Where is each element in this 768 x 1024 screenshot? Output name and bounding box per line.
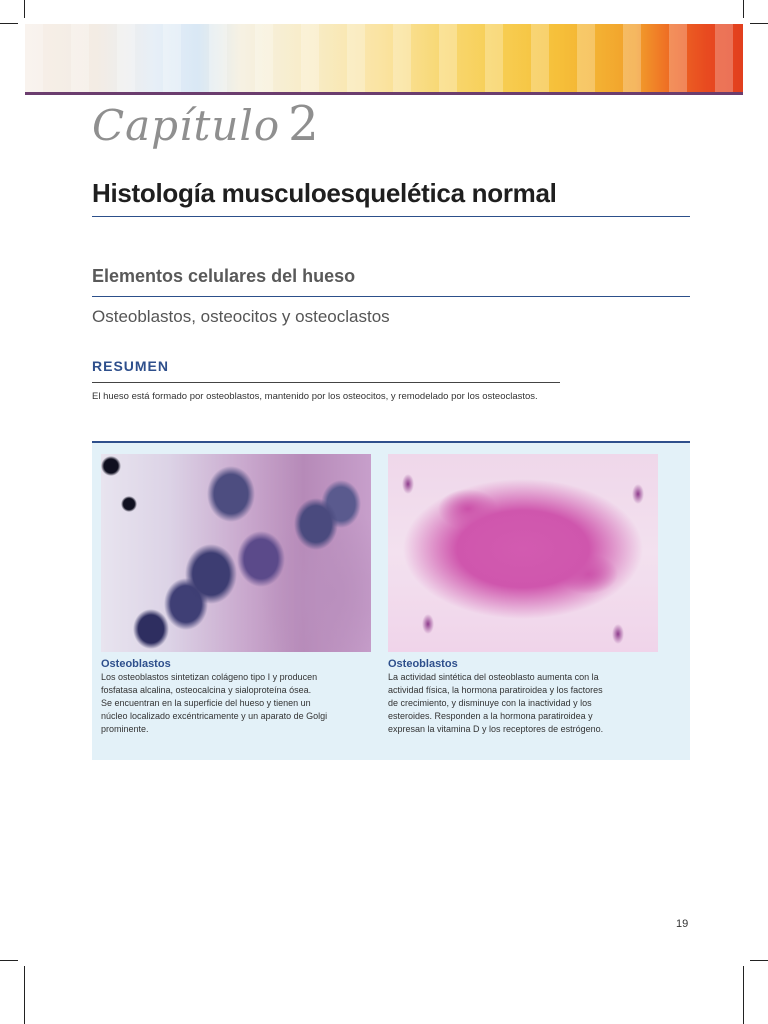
crop-mark: [743, 0, 744, 18]
caption-line: La actividad sintética del osteoblasto aumenta con la: [388, 672, 599, 682]
banner-underline: [25, 92, 743, 95]
micrograph-osteoblasts-left: [101, 454, 371, 652]
crop-mark: [750, 960, 768, 961]
caption-line: de crecimiento, y disminuye con la inactividad y los: [388, 698, 592, 708]
caption-body: [101, 671, 363, 736]
crop-mark: [0, 960, 18, 961]
figure-panel-rule: [92, 441, 690, 443]
caption-line: núcleo localizado excéntricamente y un aparato de Golgi: [101, 711, 328, 721]
section-heading: Elementos celulares del hueso: [92, 266, 356, 286]
micrograph-osteoblasts-right: [388, 454, 658, 652]
title-rule: [92, 216, 690, 217]
section-subheading: Osteoblastos, osteocitos y osteoclastos: [92, 307, 390, 326]
header-banner: [25, 24, 743, 92]
caption-body: [388, 671, 650, 736]
page-number: 19: [676, 918, 689, 930]
caption-line: Se encuentran en la superficie del hueso y tienen un: [101, 698, 311, 708]
caption-line: fosfatasa alcalina, osteocalcina y sialoproteína ósea.: [101, 685, 312, 695]
crop-mark: [24, 0, 25, 18]
resumen-rule: [92, 382, 560, 383]
caption-line: actividad física, la hormona paratiroidea y los factores: [388, 685, 603, 695]
caption-line: esteroides. Responden a la hormona paratiroidea y: [388, 711, 593, 721]
caption-title: Osteoblastos: [101, 658, 171, 670]
figure-caption-right: [388, 658, 650, 736]
crop-mark: [24, 966, 25, 1024]
section-rule: [92, 296, 690, 297]
caption-line: expresan la vitamina D y los receptores de estrógeno.: [388, 724, 604, 734]
chapter-number: 2: [288, 96, 319, 152]
chapter-word: Capítulo: [92, 101, 281, 150]
crop-mark: [0, 23, 18, 24]
caption-line: prominente.: [101, 724, 149, 734]
resumen-text: El hueso está formado por osteoblastos, mantenido por los osteocitos, y remodelado por los osteoclastos.: [92, 391, 538, 402]
resumen-label: RESUMEN: [92, 358, 170, 374]
caption-line: Los osteoblastos sintetizan colágeno tipo I y producen: [101, 672, 318, 682]
chapter-label: [92, 96, 319, 152]
crop-mark: [750, 23, 768, 24]
crop-mark: [743, 966, 744, 1024]
chapter-title: Histología musculoesquelética normal: [92, 178, 557, 208]
figure-caption-left: [101, 658, 363, 736]
caption-title: Osteoblastos: [388, 658, 458, 670]
